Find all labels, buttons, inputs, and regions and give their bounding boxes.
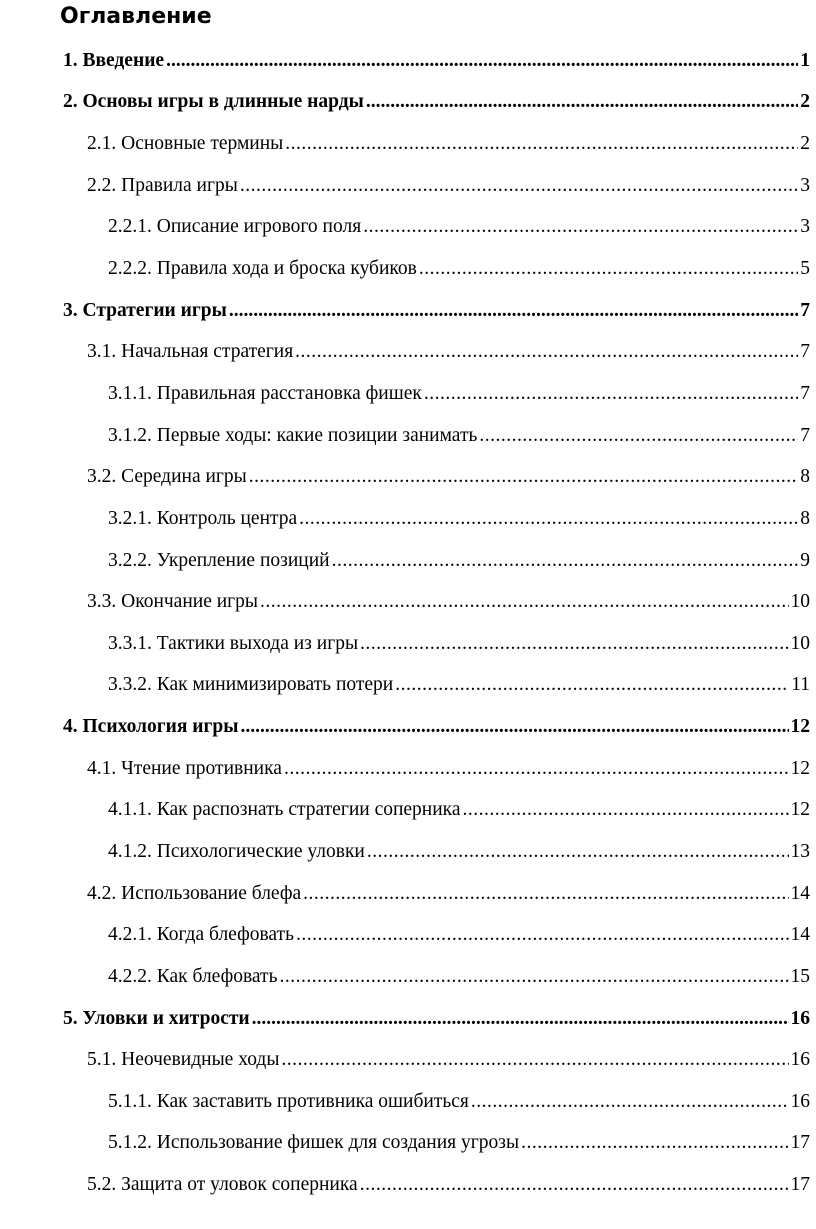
toc-entry[interactable]	[0, 956, 816, 998]
toc-entry[interactable]	[0, 1081, 816, 1123]
toc-dot-leader	[424, 382, 798, 406]
toc-entry-row	[87, 1173, 816, 1197]
toc-entry-title: 3.3.1. Тактики выхода из игры	[108, 632, 359, 654]
toc-entry-page-number: 13	[790, 840, 810, 862]
toc-entry-row	[108, 923, 816, 947]
toc-entry-title: 3.1. Начальная стратегия	[87, 341, 294, 363]
toc-dot-leader	[479, 424, 798, 448]
toc-entry[interactable]	[0, 331, 816, 373]
toc-entry[interactable]	[0, 207, 816, 249]
toc-entry-row	[108, 840, 816, 864]
toc-entry[interactable]	[0, 165, 816, 207]
toc-entry[interactable]	[0, 248, 816, 290]
toc-dot-leader	[229, 299, 798, 323]
toc-dot-leader	[463, 798, 789, 822]
toc-dot-leader	[521, 1131, 788, 1155]
toc-dot-leader	[240, 174, 798, 198]
toc-entry-title: 4.2.1. Когда блефовать	[108, 924, 294, 946]
toc-entry[interactable]	[0, 1039, 816, 1081]
toc-entry[interactable]	[0, 1123, 816, 1165]
toc-entry-title: 4. Психология игры	[63, 716, 239, 738]
toc-entry-title: 4.1.2. Психологические уловки	[108, 840, 365, 862]
toc-entry-page-number: 14	[790, 882, 810, 904]
toc-entry-row	[63, 715, 816, 739]
toc-entry-page-number: 12	[790, 716, 810, 738]
toc-entry-row	[108, 549, 816, 573]
toc-entry[interactable]	[0, 623, 816, 665]
toc-entry-page-number: 7	[800, 341, 810, 363]
toc-entry-title: 3.2.1. Контроль центра	[108, 507, 298, 529]
toc-entry-page-number: 12	[790, 799, 810, 821]
toc-entry-page-number: 14	[790, 924, 810, 946]
toc-entry-row	[108, 382, 816, 406]
toc-entry-page-number: 5	[800, 258, 810, 280]
toc-dot-leader	[360, 632, 788, 656]
toc-entry-title: 2.2. Правила игры	[87, 174, 238, 196]
toc-entry-page-number: 1	[800, 49, 810, 71]
toc-entry-page-number: 7	[800, 299, 810, 321]
toc-entry-page-number: 8	[800, 466, 810, 488]
toc-dot-leader	[295, 340, 798, 364]
toc-dot-leader	[367, 840, 789, 864]
toc-entry-page-number: 3	[800, 216, 810, 238]
toc-dot-leader	[419, 257, 798, 281]
toc-entry[interactable]	[0, 290, 816, 332]
toc-dot-leader	[299, 507, 798, 531]
toc-entry-title: 4.2.2. Как блефовать	[108, 965, 278, 987]
toc-entry-title: 5. Уловки и хитрости	[63, 1007, 250, 1029]
toc-entry-page-number: 16	[790, 1049, 810, 1071]
toc-dot-leader	[471, 1090, 789, 1114]
toc-entry-title: 3.1.2. Первые ходы: какие позиции занимать	[108, 424, 478, 446]
toc-entry-row	[63, 1007, 816, 1031]
toc-entry-row	[63, 49, 816, 73]
toc-dot-leader	[360, 1173, 789, 1197]
toc-dot-leader	[240, 715, 788, 739]
toc-entry-page-number: 16	[790, 1090, 810, 1112]
toc-entry[interactable]	[0, 914, 816, 956]
toc-entry-row	[108, 215, 816, 239]
toc-dot-leader	[296, 923, 789, 947]
toc-entry-page-number: 10	[790, 632, 810, 654]
toc-entry-row	[87, 590, 816, 614]
toc-entry[interactable]	[0, 790, 816, 832]
toc-entry-row	[108, 798, 816, 822]
toc-entry-page-number: 8	[800, 507, 810, 529]
toc-entry-row	[108, 507, 816, 531]
toc-entry[interactable]	[0, 748, 816, 790]
toc-entry-row	[87, 757, 816, 781]
toc-entry-row	[108, 257, 816, 281]
toc-entry-title: 4.2. Использование блефа	[87, 882, 302, 904]
toc-entry-page-number: 7	[800, 424, 810, 446]
toc-entry[interactable]	[0, 123, 816, 165]
toc-entry-page-number: 15	[790, 965, 810, 987]
toc-entry-title: 3.2. Середина игры	[87, 466, 247, 488]
toc-entry-page-number: 16	[790, 1007, 810, 1029]
toc-entry-row	[63, 299, 816, 323]
toc-entry-page-number: 12	[790, 757, 810, 779]
toc-entry[interactable]	[0, 706, 816, 748]
toc-dot-leader	[284, 757, 789, 781]
toc-entry-title: 2.2.1. Описание игрового поля	[108, 216, 362, 238]
toc-entry-row	[108, 965, 816, 989]
toc-dot-leader	[166, 49, 798, 73]
toc-entry-title: 4.1. Чтение противника	[87, 757, 282, 779]
toc-dot-leader	[252, 1007, 789, 1031]
toc-entry-title: 5.1.2. Использование фишек для создания угрозы	[108, 1132, 520, 1154]
toc-entry-title: 5.1. Неочевидные ходы	[87, 1049, 280, 1071]
toc-entry-row	[63, 90, 816, 114]
toc-entry-row	[108, 424, 816, 448]
toc-entry-row	[87, 882, 816, 906]
toc-entry-row	[87, 340, 816, 364]
toc-entry-page-number: 10	[790, 591, 810, 613]
toc-entry-row	[108, 1131, 816, 1155]
toc-entry-title: 1. Введение	[63, 49, 165, 71]
toc-entry-page-number: 2	[800, 133, 810, 155]
toc-entry-row	[108, 673, 816, 697]
toc-dot-leader	[249, 465, 798, 489]
toc-entry[interactable]	[0, 581, 816, 623]
toc-entry-page-number: 2	[800, 91, 810, 113]
toc-entry[interactable]	[0, 415, 816, 457]
toc-entry-row	[108, 1090, 816, 1114]
toc-entry[interactable]	[0, 540, 816, 582]
toc-entry[interactable]	[0, 873, 816, 915]
toc-entry[interactable]	[0, 1164, 816, 1206]
toc-entry-row	[108, 632, 816, 656]
toc-entry[interactable]	[0, 40, 816, 82]
toc-entry[interactable]	[0, 373, 816, 415]
toc-heading: Оглавление	[60, 4, 212, 29]
toc-entry[interactable]	[0, 665, 816, 707]
toc-entry-row	[87, 132, 816, 156]
toc-entry-page-number: 11	[791, 674, 810, 696]
toc-dot-leader	[279, 965, 788, 989]
toc-dot-leader	[332, 549, 799, 573]
toc-entry-title: 3.3.2. Как минимизировать потери	[108, 674, 394, 696]
toc-entry[interactable]	[0, 498, 816, 540]
toc-entry[interactable]	[0, 831, 816, 873]
toc-entry-title: 3.3. Окончание игры	[87, 591, 259, 613]
toc-entry-row	[87, 174, 816, 198]
toc-entry[interactable]	[0, 456, 816, 498]
toc-entry-page-number: 17	[790, 1174, 810, 1196]
toc-entry-title: 5.2. Защита от уловок соперника	[87, 1174, 358, 1196]
toc-dot-leader	[285, 132, 798, 156]
toc-list	[0, 40, 816, 1206]
toc-entry[interactable]	[0, 82, 816, 124]
toc-entry-page-number: 7	[800, 382, 810, 404]
toc-dot-leader	[303, 882, 788, 906]
toc-dot-leader	[260, 590, 788, 614]
toc-dot-leader	[395, 673, 789, 697]
toc-entry-title: 2.2.2. Правила хода и броска кубиков	[108, 258, 417, 280]
toc-dot-leader	[366, 90, 798, 114]
toc-entry-title: 3. Стратегии игры	[63, 299, 227, 321]
toc-entry-title: 3.2.2. Укрепление позиций	[108, 549, 330, 571]
toc-entry-row	[87, 465, 816, 489]
toc-entry-row	[87, 1048, 816, 1072]
toc-entry-title: 4.1.1. Как распознать стратегии соперника	[108, 799, 461, 821]
toc-entry-title: 5.1.1. Как заставить противника ошибиться	[108, 1090, 469, 1112]
toc-entry-page-number: 9	[800, 549, 810, 571]
toc-entry-title: 3.1.1. Правильная расстановка фишек	[108, 382, 422, 404]
toc-entry-title: 2.1. Основные термины	[87, 133, 284, 155]
toc-entry-page-number: 3	[800, 174, 810, 196]
toc-dot-leader	[281, 1048, 788, 1072]
toc-entry-title: 2. Основы игры в длинные нарды	[63, 91, 364, 113]
toc-dot-leader	[363, 215, 798, 239]
toc-entry-page-number: 17	[790, 1132, 810, 1154]
toc-entry[interactable]	[0, 998, 816, 1040]
